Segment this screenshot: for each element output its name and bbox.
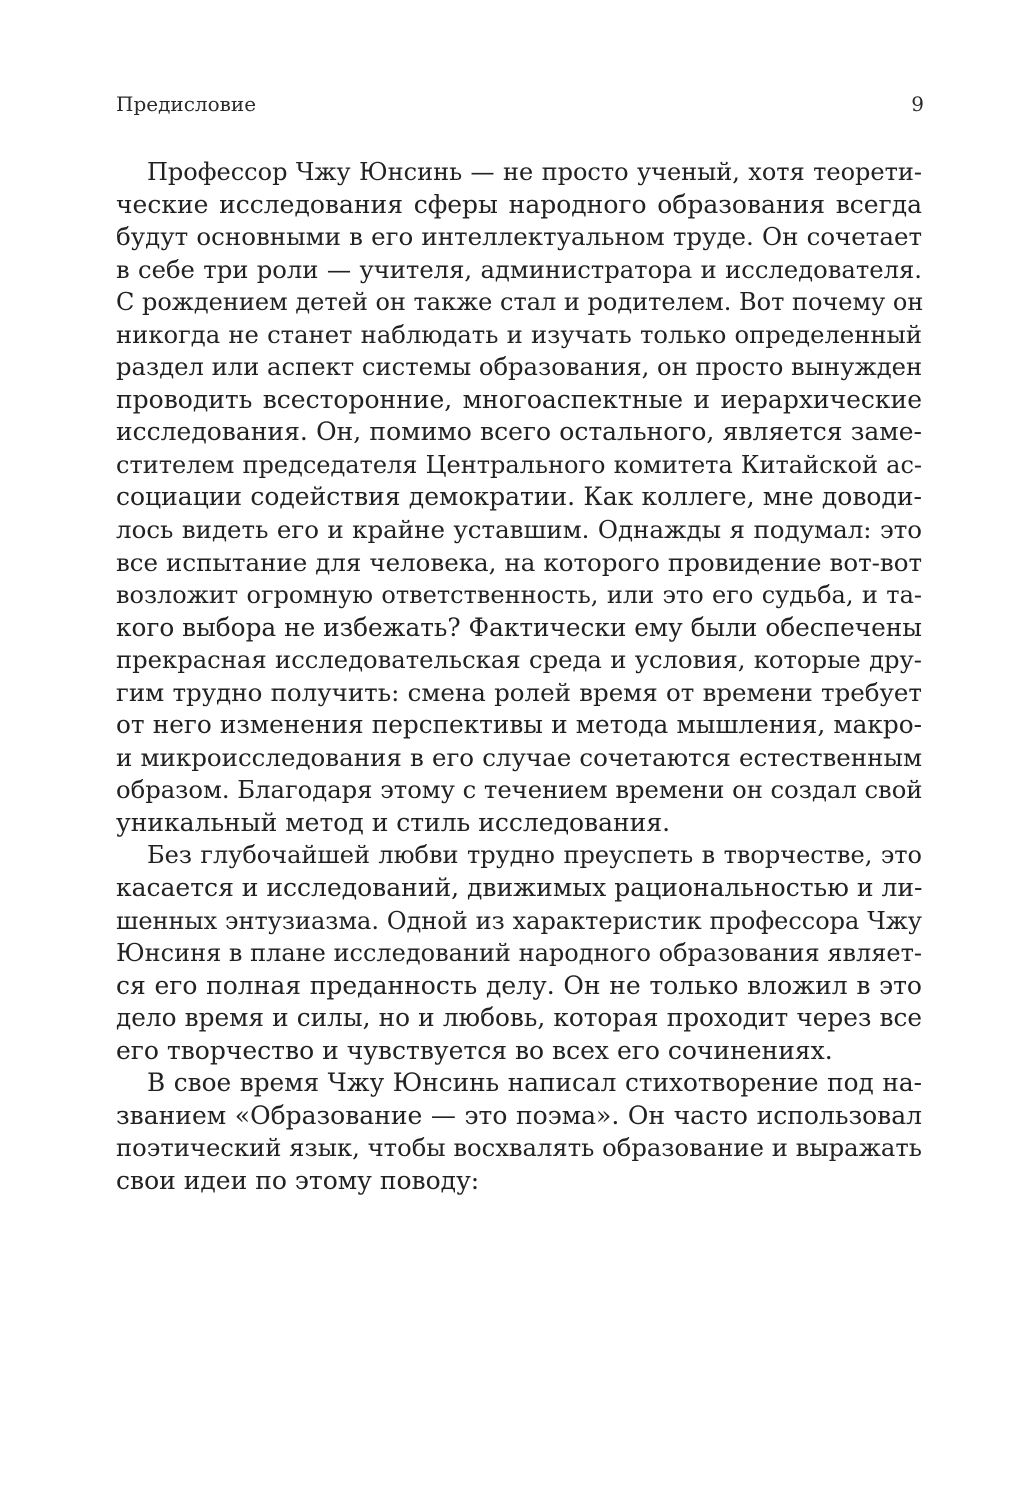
text-line: ческие исследования сферы народного образования всегда [116, 189, 922, 219]
text-line: образом. Благодаря этому с течением времени он создал свой [116, 775, 923, 805]
text-line: никогда не станет наблюдать и изучать только определенный [116, 319, 922, 349]
text-line: свои идеи по этому поводу: [116, 1165, 480, 1195]
text-line: шенных энтузиазма. Одной из характеристик профессора Чжу [116, 906, 922, 935]
text-line: и микроисследования в его случае сочетаются естественным [116, 742, 922, 772]
text-line: все испытание для человека, на которого провидение вот-вот [116, 547, 922, 577]
paragraph-3 [116, 1067, 922, 1197]
paragraph-2 [116, 839, 922, 1067]
text-line: гим трудно получить: смена ролей время от времени требует [116, 677, 922, 707]
page-number: 9 [911, 92, 924, 116]
text-line: дело время и силы, но и любовь, которая проходит через все [116, 1003, 922, 1033]
running-title: Предисловие [116, 92, 257, 116]
running-head [116, 88, 924, 120]
text-line: званием «Образование — это поэма». Он часто использовал [116, 1100, 922, 1130]
text-line: В свое время Чжу Юнсинь написал стихотворение под на- [147, 1068, 922, 1098]
paragraph-1 [116, 156, 922, 839]
body-text [116, 156, 922, 1198]
text-line: исследования. Он, помимо всего остального, является заме- [116, 417, 922, 447]
text-line: его творчество и чувствуется во всех его сочинениях. [116, 1035, 833, 1065]
text-line: С рождением детей он также стал и родителем. Вот почему он [116, 288, 924, 317]
text-line: кого выбора не избежать? Фактически ему были обеспечены [116, 612, 922, 642]
text-line: Без глубочайшей любви трудно преуспеть в творчестве, это [147, 841, 922, 870]
text-line: Юнсиня в плане исследований народного образования являет- [116, 939, 922, 968]
text-line: стителем председателя Центрального комитета Китайской ас- [116, 450, 922, 479]
text-line: в себе три роли — учителя, администратора и исследователя. [116, 254, 922, 284]
text-line: ся его полная преданность делу. Он не только вложил в это [116, 970, 922, 1000]
text-line: проводить всесторонние, многоаспектные и иерархические [116, 384, 922, 414]
text-line: Профессор Чжу Юнсинь — не просто ученый, хотя теорети- [147, 158, 922, 186]
text-line: возложит огромную ответственность, или это его судьба, и та- [116, 581, 922, 610]
text-line: будут основными в его интеллектуальном труде. Он сочетает [116, 222, 922, 252]
text-line: прекрасная исследовательская среда и условия, которые дру- [116, 645, 922, 675]
text-line: касается и исследований, движимых рациональностью и ли- [116, 873, 923, 903]
text-line: от него изменения перспективы и метода мышления, макро- [116, 710, 922, 740]
text-line: социации содействия демократии. Как коллеге, мне доводи- [116, 482, 922, 512]
text-line: поэтический язык, чтобы восхвалять образование и выражать [116, 1133, 922, 1163]
text-line: раздел или аспект системы образования, он просто вынужден [116, 352, 923, 382]
text-line: лось видеть его и крайне уставшим. Однажды я подумал: это [116, 515, 922, 545]
text-line: уникальный метод и стиль исследования. [116, 807, 671, 837]
